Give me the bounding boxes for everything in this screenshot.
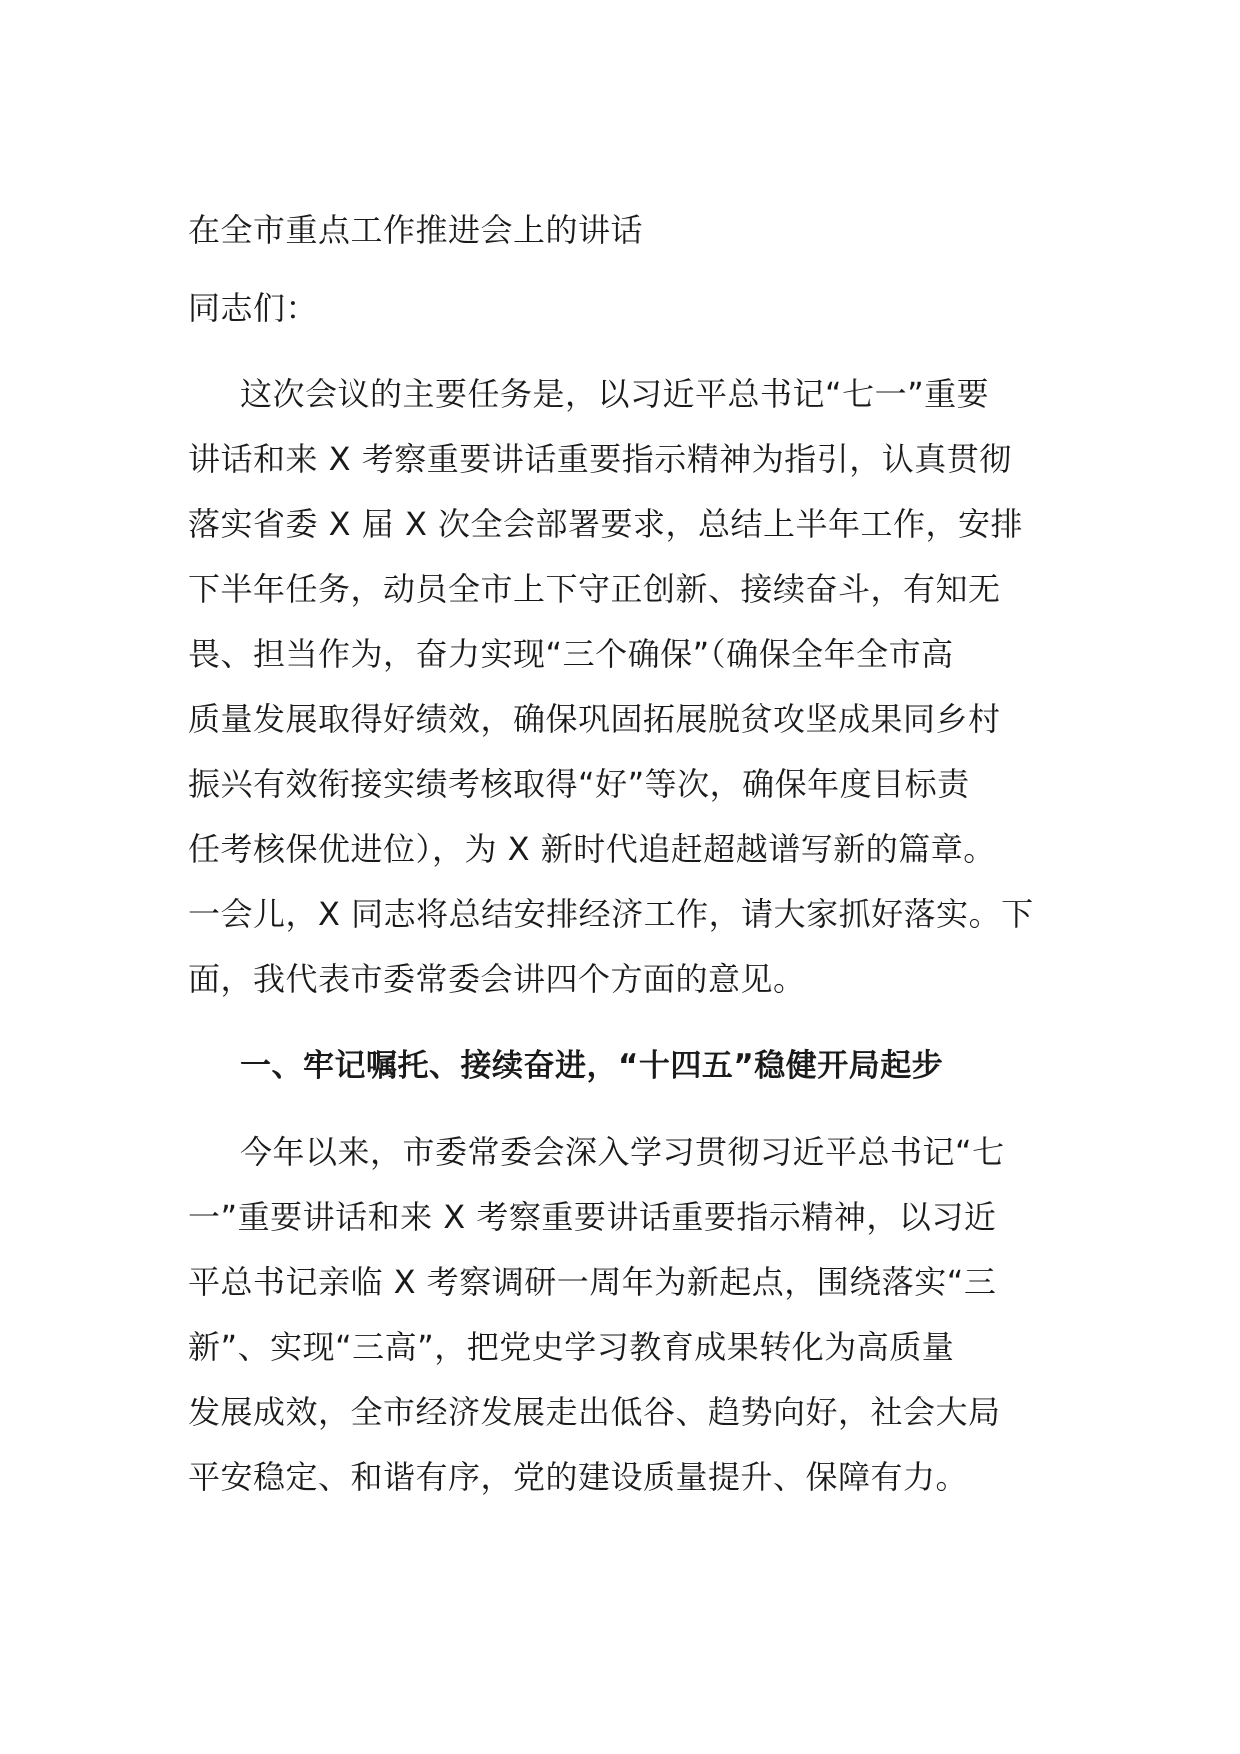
paragraph-line: 平安稳定、和谐有序，党的建设质量提升、保障有力。 (188, 1458, 969, 1496)
document-body (188, 198, 1058, 1532)
paragraph-line: 发展成效，全市经济发展走出低谷、趋势向好，社会大局 (188, 1393, 1001, 1431)
paragraph-1 (188, 362, 1058, 1012)
paragraph-line: 这次会议的主要任务是，以习近平总书记“七一”重要 (240, 375, 990, 413)
paragraph-line: 下半年任务，动员全市上下守正创新、接续奋斗，有知无 (188, 570, 1001, 608)
salutation: 同志们： (188, 289, 319, 327)
paragraph-line: 质量发展取得好绩效，确保巩固拓展脱贫攻坚成果同乡村 (188, 700, 1001, 738)
document-title: 在全市重点工作推进会上的讲话 (188, 211, 644, 249)
paragraph-line: 任考核保优进位），为 X 新时代追赶超越谱写新的篇章。 (188, 830, 996, 868)
paragraph-line: 今年以来，市委常委会深入学习贯彻习近平总书记“七 (240, 1133, 1005, 1171)
paragraph-line: 振兴有效衔接实绩考核取得“好”等次，确保年度目标责 (188, 765, 970, 803)
paragraph-2 (188, 1120, 1058, 1510)
paragraph-line: 一”重要讲话和来 X 考察重要讲话重要指示精神，以习近 (188, 1198, 997, 1236)
paragraph-line: 讲话和来 X 考察重要讲话重要指示精神为指引，认真贯彻 (188, 440, 1012, 478)
paragraph-line: 一会儿，X 同志将总结安排经济工作，请大家抓好落实。下 (188, 895, 1034, 933)
paragraph-line: 平总书记亲临 X 考察调研一周年为新起点，围绕落实“三 (188, 1263, 997, 1301)
paragraph-line: 新”、实现“三高”，把党史学习教育成果转化为高质量 (188, 1328, 955, 1366)
paragraph-line: 面，我代表市委常委会讲四个方面的意见。 (188, 960, 806, 998)
paragraph-line: 畏、担当作为，奋力实现“三个确保”（确保全年全市高 (188, 635, 954, 673)
section-heading-1: 一、牢记嘱托、接续奋进，“十四五”稳健开局起步 (240, 1048, 944, 1084)
paragraph-line: 落实省委 X 届 X 次全会部署要求，总结上半年工作，安排 (188, 505, 1024, 543)
